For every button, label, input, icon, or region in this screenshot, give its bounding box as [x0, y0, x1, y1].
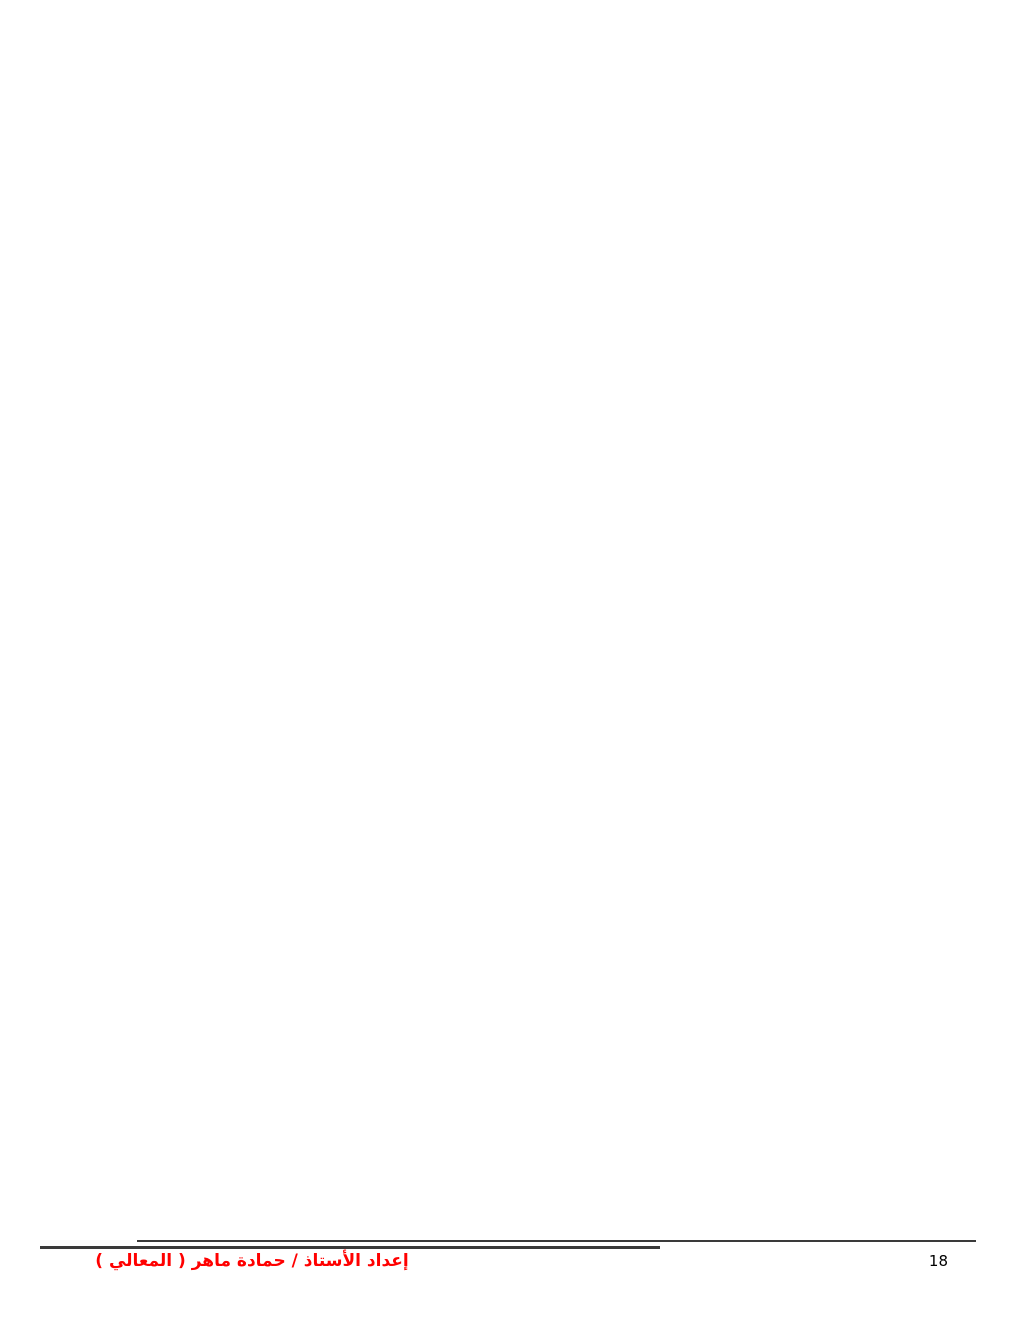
footer-region [40, 41, 982, 1281]
footer-divider-line-upper [137, 1240, 976, 1242]
footer-prepared-by: إعداد الأستاذ / حمادة ماهر ( المعالي ) [95, 1251, 409, 1271]
footer-divider-line-lower [40, 1246, 660, 1249]
footer-page-number: 18 [928, 1252, 948, 1270]
